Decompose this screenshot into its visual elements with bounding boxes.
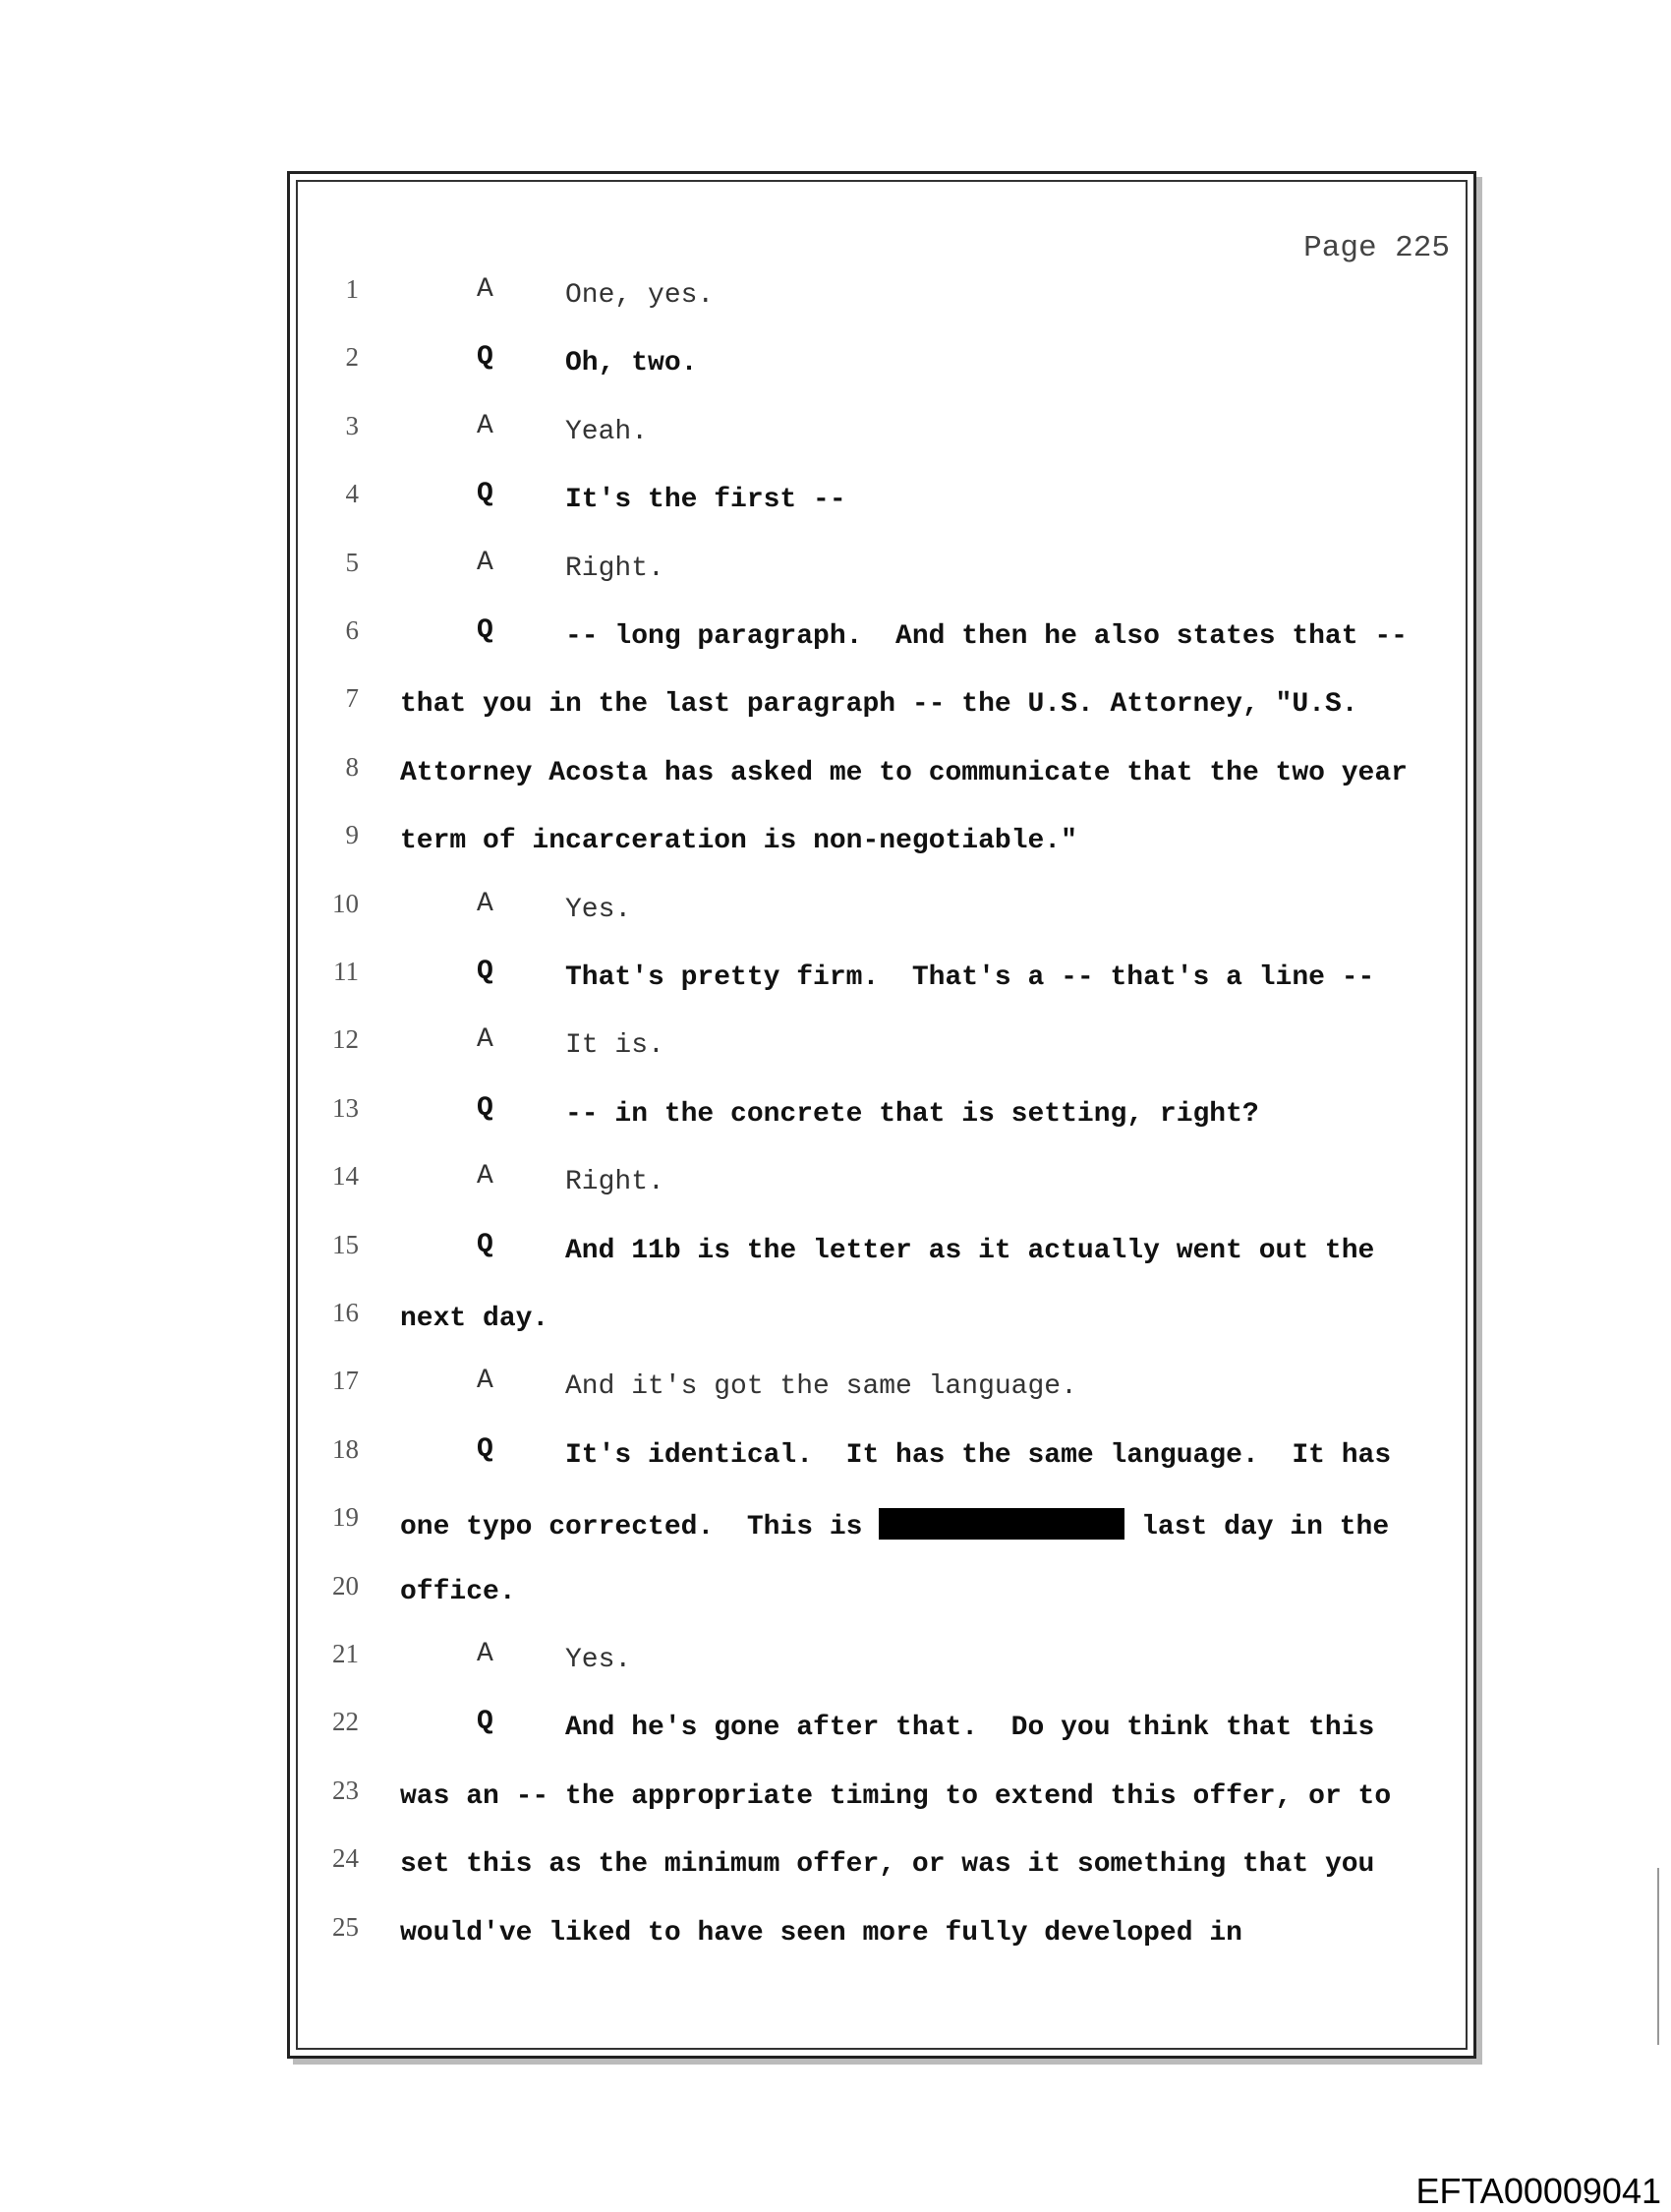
transcript-line — [290, 548, 1473, 597]
line-number: 5 — [345, 547, 359, 577]
line-text: It's identical. It has the same language. It has — [565, 1439, 1392, 1471]
line-text: It's the first -- — [565, 485, 846, 516]
transcript-line — [290, 752, 1473, 801]
redaction-bar — [879, 1508, 1124, 1540]
transcript-line — [290, 820, 1473, 869]
line-text: would've liked to have seen more fully developed in — [400, 1917, 1242, 1949]
transcript-line — [290, 1434, 1473, 1484]
line-number: 18 — [332, 1433, 359, 1464]
speaker-label: Q — [477, 615, 493, 646]
line-text: set this as the minimum offer, or was it something that you — [400, 1849, 1375, 1881]
transcript-line — [290, 615, 1473, 665]
line-text: next day. — [400, 1304, 549, 1334]
transcript-line — [290, 1775, 1473, 1825]
transcript-line — [290, 1912, 1473, 1961]
transcript-line — [290, 1707, 1473, 1756]
speaker-label: A — [477, 274, 493, 305]
speaker-label: A — [477, 1366, 493, 1397]
speaker-label: Q — [477, 479, 493, 510]
line-text: And it's got the same language. — [565, 1371, 1077, 1403]
line-number: 21 — [332, 1639, 359, 1668]
page-number-label: Page 225 — [1303, 231, 1450, 265]
speaker-label: A — [477, 1161, 493, 1193]
line-number: 25 — [332, 1911, 359, 1942]
line-text: And he's gone after that. Do you think that this — [565, 1713, 1375, 1744]
line-text: And 11b is the letter as it actually went out the — [565, 1235, 1375, 1266]
speaker-label: Q — [477, 1092, 493, 1124]
line-text: one typo corrected. This is last day in the — [400, 1508, 1389, 1543]
transcript-line — [290, 1161, 1473, 1210]
transcript-line — [290, 1230, 1473, 1279]
line-number: 2 — [345, 342, 359, 373]
speaker-label: Q — [477, 342, 493, 374]
line-text: Yes. — [565, 1645, 632, 1675]
transcript-line — [290, 1639, 1473, 1688]
line-number: 16 — [332, 1298, 359, 1327]
line-number: 4 — [345, 479, 359, 509]
speaker-label: Q — [477, 1433, 493, 1465]
transcript-line — [290, 1024, 1473, 1074]
speaker-label: A — [477, 888, 493, 919]
line-number: 23 — [332, 1775, 359, 1805]
line-number: 24 — [332, 1843, 359, 1874]
line-text: Yeah. — [565, 416, 649, 447]
transcript-line — [290, 411, 1473, 460]
transcript-line — [290, 957, 1473, 1006]
line-text: was an -- the appropriate timing to extend this offer, or to — [400, 1780, 1392, 1812]
line-text: -- long paragraph. And then he also states that -- — [565, 621, 1408, 652]
transcript-line — [290, 1843, 1473, 1892]
line-number: 7 — [345, 683, 359, 714]
line-text: Right. — [565, 1167, 664, 1198]
speaker-label: Q — [477, 957, 493, 987]
line-text: It is. — [565, 1030, 664, 1062]
speaker-label: A — [477, 1639, 493, 1669]
speaker-label: A — [477, 410, 493, 441]
transcript-line — [290, 1093, 1473, 1142]
line-number: 6 — [345, 615, 359, 645]
line-number: 20 — [332, 1570, 359, 1601]
line-text: -- in the concrete that is setting, right? — [565, 1098, 1259, 1130]
speaker-label: A — [477, 1024, 493, 1056]
line-number: 14 — [332, 1161, 359, 1192]
scan-edge-mark — [1657, 1868, 1659, 2045]
line-number: 3 — [345, 410, 359, 440]
transcript-line — [290, 1366, 1473, 1415]
transcript-line — [290, 479, 1473, 528]
transcript-line — [290, 1298, 1473, 1347]
line-number: 11 — [333, 957, 359, 986]
transcript-line — [290, 342, 1473, 391]
line-text: That's pretty firm. That's a -- that's a line -- — [565, 962, 1375, 993]
transcript-line — [290, 683, 1473, 732]
transcript-page-frame — [287, 171, 1476, 2059]
line-text: office. — [400, 1576, 516, 1607]
line-text: that you in the last paragraph -- the U.S. Attorney, "U.S. — [400, 689, 1358, 721]
line-number: 19 — [332, 1502, 359, 1533]
line-text: Oh, two. — [565, 348, 698, 379]
line-text: One, yes. — [565, 280, 715, 311]
line-number: 8 — [345, 751, 359, 782]
transcript-line — [290, 1571, 1473, 1620]
line-number: 10 — [332, 888, 359, 918]
transcript-line — [290, 1502, 1473, 1551]
speaker-label: Q — [477, 1707, 493, 1738]
speaker-label: A — [477, 547, 493, 578]
line-number: 1 — [345, 274, 359, 304]
document-id: EFTA00009041 — [1415, 2171, 1661, 2211]
transcript-line — [290, 889, 1473, 938]
speaker-label: Q — [477, 1229, 493, 1260]
line-number: 17 — [332, 1366, 359, 1396]
line-number: 13 — [332, 1092, 359, 1123]
line-text: term of incarceration is non-negotiable." — [400, 826, 1077, 857]
line-text: Yes. — [565, 894, 632, 925]
transcript-line — [290, 274, 1473, 323]
line-text: Right. — [565, 553, 664, 584]
line-text: Attorney Acosta has asked me to communicate that the two year — [400, 757, 1408, 788]
line-number: 9 — [345, 820, 359, 850]
line-number: 12 — [332, 1024, 359, 1055]
line-number: 22 — [332, 1707, 359, 1737]
line-number: 15 — [332, 1229, 359, 1259]
